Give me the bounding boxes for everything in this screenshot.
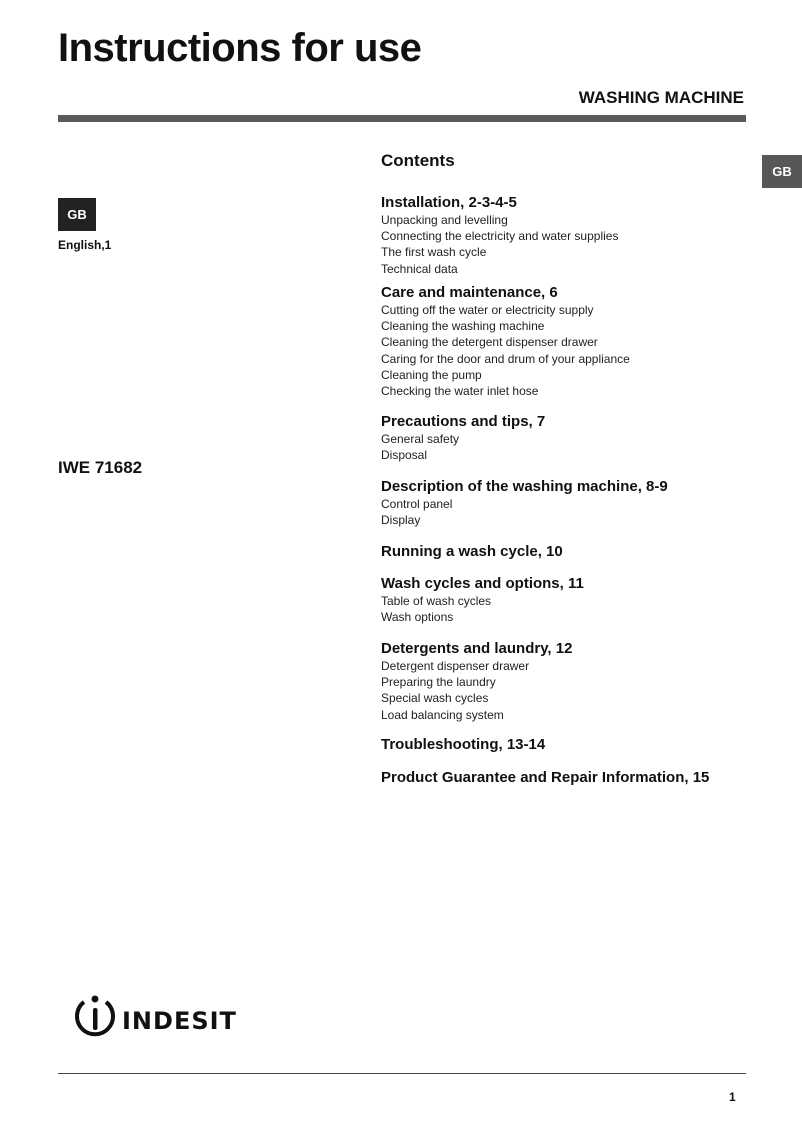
contents-section bbox=[381, 193, 618, 277]
section-item: Checking the water inlet hose bbox=[381, 384, 539, 399]
section-title: Detergents and laundry, 12 bbox=[381, 640, 573, 657]
contents-section bbox=[381, 639, 572, 723]
model-number: IWE 71682 bbox=[58, 458, 143, 477]
contents-section bbox=[381, 768, 709, 787]
section-title: Description of the washing machine, 8-9 bbox=[381, 478, 668, 495]
section-item: Connecting the electricity and water supplies bbox=[381, 229, 619, 244]
section-item: Control panel bbox=[381, 497, 453, 511]
section-item: Caring for the door and drum of your appliance bbox=[381, 351, 630, 366]
contents-section bbox=[381, 574, 584, 625]
section-title: Running a wash cycle, 10 bbox=[381, 543, 563, 560]
language-side-tab: GB bbox=[762, 155, 802, 188]
section-title: Troubleshooting, 13-14 bbox=[381, 736, 546, 753]
section-title: Product Guarantee and Repair Information, 15 bbox=[381, 769, 710, 786]
section-item: Cleaning the pump bbox=[381, 367, 482, 382]
section-item: Cleaning the detergent dispenser drawer bbox=[381, 335, 598, 350]
section-item: Preparing the laundry bbox=[381, 675, 496, 690]
section-item: Cleaning the washing machine bbox=[381, 319, 545, 334]
contents-section bbox=[381, 542, 563, 561]
section-item: Unpacking and levelling bbox=[381, 213, 508, 227]
product-type: WASHING MACHINE bbox=[578, 88, 744, 107]
section-item: Special wash cycles bbox=[381, 691, 489, 706]
language-badge: GB bbox=[58, 198, 96, 231]
section-item: Load balancing system bbox=[381, 707, 504, 722]
contents-section bbox=[381, 412, 545, 463]
footer-divider bbox=[58, 1073, 746, 1074]
section-title: Precautions and tips, 7 bbox=[381, 413, 546, 430]
contents-heading: Contents bbox=[381, 151, 455, 170]
section-title: Wash cycles and options, 11 bbox=[381, 575, 584, 592]
brand-name: INDESIT bbox=[122, 1007, 237, 1035]
section-item: Cutting off the water or electricity supply bbox=[381, 303, 594, 317]
indesit-logo bbox=[72, 992, 272, 1045]
page-title: Instructions for use bbox=[58, 26, 422, 70]
section-item: Disposal bbox=[381, 448, 428, 463]
section-item: General safety bbox=[381, 432, 460, 446]
contents-section bbox=[381, 477, 668, 528]
section-item: The first wash cycle bbox=[381, 245, 487, 260]
section-item: Wash options bbox=[381, 610, 454, 625]
section-item: Detergent dispenser drawer bbox=[381, 659, 530, 673]
section-title: Installation, 2-3-4-5 bbox=[381, 194, 517, 211]
contents-section bbox=[381, 283, 630, 399]
section-item: Technical data bbox=[381, 261, 458, 276]
section-title: Care and maintenance, 6 bbox=[381, 284, 558, 301]
section-item: Display bbox=[381, 513, 421, 528]
page-number: 1 bbox=[729, 1090, 736, 1104]
language-label: English,1 bbox=[58, 238, 112, 252]
section-item: Table of wash cycles bbox=[381, 594, 492, 608]
contents-section bbox=[381, 735, 545, 754]
header-divider bbox=[58, 115, 746, 122]
